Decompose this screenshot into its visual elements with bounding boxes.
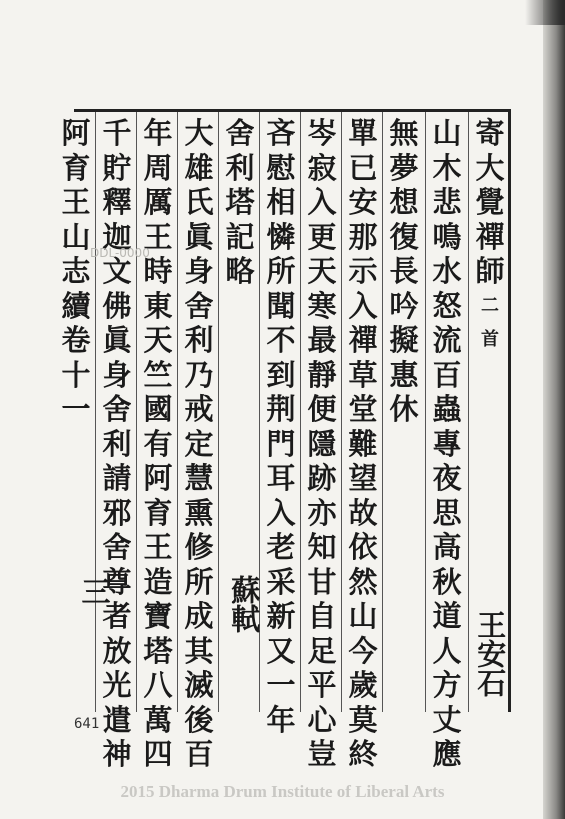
library-stamp: DDL-0000 [90, 246, 150, 260]
glyph: 舍 [102, 530, 132, 564]
column-rule [425, 112, 426, 712]
glyph: 釋 [102, 185, 132, 219]
glyph: 成 [184, 599, 214, 633]
glyph: 大 [184, 116, 214, 150]
glyph: 塔 [143, 633, 173, 668]
glyph: 造 [143, 564, 173, 599]
glyph: 憐 [266, 219, 296, 254]
glyph: 高 [432, 530, 462, 564]
glyph: 慰 [266, 150, 296, 185]
leaf-number [76, 575, 116, 610]
glyph: 四 [143, 737, 173, 771]
glyph: 豈 [307, 737, 337, 771]
glyph: 心 [307, 702, 337, 737]
glyph: 眞 [184, 219, 214, 254]
book-corner-shadow [525, 0, 565, 25]
glyph: 丈 [432, 702, 462, 737]
glyph: 雄 [184, 150, 214, 185]
glyph: 亦 [307, 495, 337, 530]
glyph: 復 [389, 219, 419, 254]
glyph: 利 [184, 323, 214, 357]
glyph: 故 [348, 495, 378, 530]
glyph: 更 [307, 219, 337, 254]
glyph: 周 [143, 150, 173, 185]
text-column-3 [384, 116, 424, 427]
glyph: 最 [307, 323, 337, 357]
glyph: 續 [61, 288, 91, 323]
glyph: 草 [348, 357, 378, 392]
text-column-1 [470, 116, 510, 358]
glyph: 怒 [432, 288, 462, 323]
glyph: 阿 [61, 116, 91, 150]
glyph: 大 [475, 150, 505, 185]
glyph: 記 [225, 219, 255, 254]
glyph: 蟲 [432, 392, 462, 426]
glyph: 師 [475, 254, 505, 288]
glyph: 自 [307, 599, 337, 633]
glyph: 略 [225, 254, 255, 288]
glyph: 休 [389, 392, 419, 426]
glyph: 百 [432, 357, 462, 392]
text-column-7 [220, 116, 260, 289]
book-spine-shadow [543, 0, 565, 819]
glyph: 舍 [225, 116, 255, 150]
glyph: 百 [184, 737, 214, 771]
glyph: 文 [102, 254, 132, 288]
glyph: 相 [266, 185, 296, 219]
glyph: 眞 [102, 323, 132, 357]
glyph: 入 [348, 288, 378, 323]
glyph: 示 [348, 254, 378, 288]
glyph: 甘 [307, 564, 337, 599]
glyph: 應 [432, 737, 462, 771]
glyph: 入 [266, 495, 296, 530]
author-wang-anshi [470, 610, 510, 705]
glyph: 年 [266, 702, 296, 737]
glyph: 慧 [184, 461, 214, 495]
glyph: 寒 [307, 288, 337, 323]
glyph: 志 [61, 254, 91, 288]
copyright-watermark: 2015 Dharma Drum Institute of Liberal Arts [120, 782, 445, 801]
glyph: 夢 [389, 150, 419, 185]
glyph: 流 [432, 323, 462, 357]
glyph: 有 [143, 426, 173, 461]
glyph: 思 [432, 495, 462, 530]
glyph: 十 [61, 357, 91, 392]
author-wang-anshi-text: 王安石 [473, 610, 508, 697]
glyph: 禪 [475, 219, 505, 254]
glyph: 擬 [389, 323, 419, 357]
glyph: 老 [266, 530, 296, 564]
glyph: 利 [225, 150, 255, 185]
glyph: 尊 [102, 564, 132, 599]
glyph: 卷 [61, 323, 91, 357]
glyph: 請 [102, 461, 132, 495]
glyph: 聞 [266, 288, 296, 323]
glyph: 戒 [184, 392, 214, 426]
text-column-5 [302, 116, 342, 772]
glyph: 千 [102, 116, 132, 150]
glyph: 門 [266, 426, 296, 461]
glyph: 知 [307, 530, 337, 564]
glyph: 八 [143, 668, 173, 702]
glyph: 又 [266, 633, 296, 668]
glyph: 天 [307, 254, 337, 288]
glyph: 育 [143, 495, 173, 530]
glyph: 山 [348, 599, 378, 633]
glyph: 首 [481, 329, 499, 350]
glyph: 跡 [307, 461, 337, 495]
glyph: 遣 [102, 702, 132, 737]
glyph: 放 [102, 633, 132, 668]
leaf-number-text: 三 [81, 575, 111, 609]
glyph: 專 [432, 426, 462, 461]
glyph: 不 [266, 323, 296, 357]
glyph: 平 [307, 668, 337, 702]
glyph: 新 [266, 599, 296, 633]
column-rule [468, 112, 469, 712]
glyph: 便 [307, 392, 337, 426]
glyph: 厲 [143, 185, 173, 219]
glyph: 天 [143, 323, 173, 357]
glyph: 身 [102, 357, 132, 392]
glyph: 王 [143, 530, 173, 564]
glyph: 貯 [102, 150, 132, 185]
glyph: 歲 [348, 668, 378, 702]
glyph: 水 [432, 254, 462, 288]
glyph: 二 [481, 294, 499, 316]
glyph: 安 [348, 185, 378, 219]
glyph: 山 [61, 219, 91, 254]
text-column-6 [261, 116, 301, 737]
glyph: 依 [348, 530, 378, 564]
glyph: 足 [307, 633, 337, 668]
glyph: 靜 [307, 357, 337, 392]
glyph: 耳 [266, 461, 296, 495]
glyph: 一 [61, 392, 91, 426]
glyph: 所 [184, 564, 214, 599]
glyph: 佛 [102, 288, 132, 323]
glyph: 邪 [102, 495, 132, 530]
glyph: 難 [348, 426, 378, 461]
glyph: 塔 [225, 185, 255, 219]
glyph: 隱 [307, 426, 337, 461]
glyph: 神 [102, 737, 132, 771]
glyph: 悲 [432, 185, 462, 219]
glyph: 木 [432, 150, 462, 185]
page-number: 641 [74, 716, 100, 732]
glyph: 入 [307, 185, 337, 219]
glyph: 身 [184, 254, 214, 288]
glyph: 定 [184, 426, 214, 461]
glyph: 阿 [143, 461, 173, 495]
glyph: 然 [348, 564, 378, 599]
glyph: 到 [266, 357, 296, 392]
glyph: 國 [143, 392, 173, 426]
glyph: 寂 [307, 150, 337, 185]
glyph: 今 [348, 633, 378, 668]
glyph: 長 [389, 254, 419, 288]
glyph: 堂 [348, 392, 378, 426]
glyph: 吟 [389, 288, 419, 323]
glyph: 年 [143, 116, 173, 150]
glyph: 單 [348, 116, 378, 150]
glyph: 王 [61, 185, 91, 219]
glyph: 氏 [184, 185, 214, 219]
glyph: 惠 [389, 357, 419, 392]
glyph: 育 [61, 150, 91, 185]
glyph: 萬 [143, 702, 173, 737]
glyph: 利 [102, 426, 132, 461]
glyph: 望 [348, 461, 378, 495]
text-column-9 [138, 116, 178, 772]
glyph: 無 [389, 116, 419, 150]
glyph: 東 [143, 288, 173, 323]
glyph: 莫 [348, 702, 378, 737]
glyph: 寶 [143, 599, 173, 633]
glyph: 光 [102, 668, 132, 702]
glyph: 一 [266, 668, 296, 702]
glyph: 人 [432, 633, 462, 668]
glyph: 禪 [348, 323, 378, 357]
glyph: 後 [184, 702, 214, 737]
author-su-shi [224, 575, 264, 641]
glyph: 吝 [266, 116, 296, 150]
glyph: 道 [432, 599, 462, 633]
glyph: 鳴 [432, 219, 462, 254]
text-column-2 [427, 116, 467, 772]
text-column-11 [56, 116, 96, 427]
text-column-4 [343, 116, 383, 772]
glyph: 秋 [432, 564, 462, 599]
glyph: 荆 [266, 392, 296, 426]
glyph: 竺 [143, 357, 173, 392]
text-column-10 [97, 116, 137, 772]
text-column-8 [179, 116, 219, 772]
glyph: 王 [143, 219, 173, 254]
glyph: 覺 [475, 185, 505, 219]
glyph: 寄 [475, 116, 505, 150]
glyph: 迦 [102, 219, 132, 254]
glyph: 乃 [184, 357, 214, 392]
glyph: 想 [389, 185, 419, 219]
glyph: 終 [348, 737, 378, 771]
glyph: 者 [102, 599, 132, 633]
glyph: 山 [432, 116, 462, 150]
glyph: 滅 [184, 668, 214, 702]
glyph: 方 [432, 668, 462, 702]
author-su-shi-text: 蘇軾 [227, 575, 262, 633]
glyph: 舍 [102, 392, 132, 426]
glyph: 所 [266, 254, 296, 288]
glyph: 舍 [184, 288, 214, 323]
glyph: 那 [348, 219, 378, 254]
glyph: 岑 [307, 116, 337, 150]
glyph: 熏 [184, 495, 214, 530]
glyph: 其 [184, 633, 214, 668]
glyph: 采 [266, 564, 296, 599]
glyph: 已 [348, 150, 378, 185]
glyph: 夜 [432, 461, 462, 495]
glyph: 時 [143, 254, 173, 288]
glyph: 修 [184, 530, 214, 564]
